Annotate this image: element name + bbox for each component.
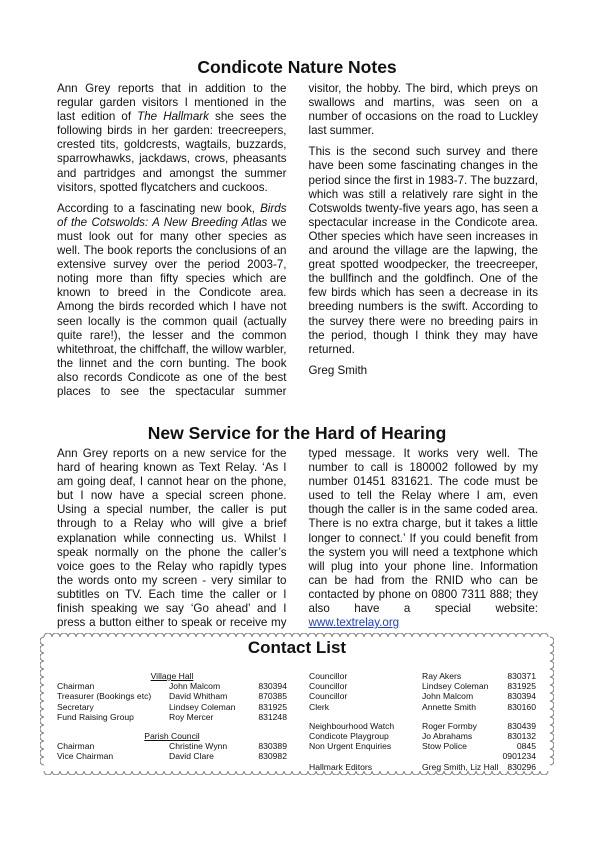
contact-name: Annette Smith	[422, 701, 476, 712]
contact-role: Clerk	[309, 701, 330, 712]
contact-name: Ray Akers	[422, 671, 462, 681]
contact-phone: 830982	[258, 751, 287, 762]
contact-right-column	[309, 671, 536, 772]
contact-name: Jo Abrahams	[422, 731, 473, 742]
contact-name: Greg Smith, Liz Hall	[422, 761, 499, 772]
contact-phone: 830394	[507, 691, 536, 702]
contact-phone: 0845 0901234	[502, 741, 536, 762]
contact-role: Vice Chairman	[57, 751, 114, 762]
contact-row	[309, 681, 536, 691]
contact-phone: 870385	[258, 691, 287, 702]
contact-role: Condicote Playgroup	[309, 731, 389, 742]
contact-row	[309, 721, 536, 731]
contact-role: Secretary	[57, 701, 94, 712]
contact-row	[309, 691, 536, 701]
contact-role: Neighbourhood Watch	[309, 720, 395, 731]
contact-role: Fund Raising Group	[57, 711, 134, 722]
parish-council-heading: Parish Council	[144, 731, 200, 742]
contact-row	[309, 741, 536, 761]
contact-name: John Malcom	[422, 691, 474, 702]
contact-name: Roy Mercer	[169, 711, 214, 722]
contact-list-box	[40, 633, 554, 775]
contact-row	[309, 762, 536, 772]
contact-row	[57, 702, 287, 712]
hearing-service-body	[57, 447, 538, 633]
contact-role: Non Urgent Enquiries	[309, 741, 392, 752]
contact-name: David Whitham	[169, 691, 228, 702]
contact-role: Hallmark Editors	[309, 761, 373, 772]
hearing-service-paragraph: Ann Grey reports on a new service for the hard of hearing known as Text Relay. ‘As I am going deaf, I cannot hear on the phone, but I now have a special screen phone. Using a special number, the caller is put through to a Relay who will give a brief explanation while connecting us. Whilst I speak normally on the phone the caller’s voice goes to the Relay who rapidly types the words onto my screen - very similar to subtitles on TV. Each time the caller or I finish speaking we say ‘Go ahead’ and I press a button either to speak or receive my typed message. It works very well. The number to call is 180002 followed by my number 01451 831621. The code must be used to tell the Relay where I am, even though the caller is in the same coded area. There is no extra charge, but it takes a little longer to connect.’ If you could benefit from the system you will need a textphone which will plug into your phone line. Information can be had from the RNID who can be contacted by phone on 0800 7311 888; they also have a special website: www.textrelay.org	[57, 447, 538, 630]
contact-role: Chairman	[57, 681, 95, 692]
contact-row	[309, 731, 536, 741]
contact-name: Lindsey Coleman	[422, 681, 489, 692]
nature-notes-signature: Greg Smith	[308, 363, 368, 377]
contact-phone: 831925	[258, 701, 287, 712]
nature-notes-title: Condicote Nature Notes	[197, 57, 397, 77]
contact-role: Chairman	[57, 741, 95, 752]
nature-notes-paragraph-2: According to a fascinating new book, Birds of the Cotswolds: A New Breeding Atlas we must look out for many other species as well. The book reports the conclusions of an extensive survey over the period 2003-7, noting more than fifty species which are known to breed in the Condicote area. Among the birds recorded which I have not seen locally is the common quail (actually quite rare!), the lesser and the common whitethroat, the chiffchaff, the willow warbler, the linnet and the corn bunting. The book also records Condicote as one of the best places to see the spectacular summer visitor, the hobby. The bird, which preys on swallows and martins, was seen on a number of occasions on the road to Luckley last summer.	[57, 82, 538, 398]
contact-row	[57, 751, 287, 761]
textrelay-link[interactable]: www.textrelay.org	[308, 616, 400, 630]
contact-role: Treasurer (Bookings etc)	[57, 691, 152, 702]
contact-list-title: Contact List	[247, 638, 347, 657]
contact-phone: 831925	[507, 681, 536, 692]
contact-name: Stow Police	[422, 741, 467, 752]
contact-phone: 830389	[258, 741, 287, 752]
contact-phone: 830439	[507, 720, 536, 731]
contact-role: Councillor	[309, 681, 348, 692]
contact-role: Councillor	[309, 691, 348, 702]
contact-role: Councillor	[309, 671, 348, 681]
contact-row	[57, 691, 287, 701]
contact-phone: 831248	[258, 711, 287, 722]
contact-row	[57, 681, 287, 691]
hearing-service-title: New Service for the Hard of Hearing	[147, 423, 447, 443]
contact-name: Christine Wynn	[169, 741, 228, 752]
contact-row	[57, 741, 287, 751]
contact-left-column	[57, 671, 287, 762]
contact-phone: 830132	[507, 731, 536, 742]
contact-name: Roger Formby	[422, 720, 477, 731]
contact-row	[57, 712, 287, 722]
village-hall-heading: Village Hall	[150, 671, 194, 681]
contact-row	[309, 671, 536, 681]
nature-notes-body	[57, 82, 538, 412]
contact-row	[309, 702, 536, 712]
contact-phone: 830394	[258, 681, 287, 692]
contact-name: John Malcom	[169, 681, 221, 692]
contact-phone: 830160	[507, 701, 536, 712]
nature-notes-paragraph-3: This is the second such survey and there have been some fascinating changes in the period since the first in 1983-7. The buzzard, which was still a relatively rare sight in the Cotswolds twenty-five years ago, has seen a spectacular increase in the Condicote area. Other species which have seen increases in and around the village are the lapwing, the great spotted woodpecker, the treecreeper, the bullfinch and the goldfinch. One of the few birds which has seen a decrease in its breeding numbers is the swift. According to the survey there were no breeding pairs in the period, though I think they may have returned.	[308, 145, 538, 356]
contact-phone: 830371	[507, 671, 536, 681]
contact-name: Lindsey Coleman	[169, 701, 236, 712]
contact-name: David Clare	[169, 751, 214, 762]
contact-phone: 830296	[507, 761, 536, 772]
nature-notes-paragraph-1: Ann Grey reports that in addition to the regular garden visitors I mentioned in the last edition of The Hallmark she sees the following birds in her garden: treecreepers, crested tits, goldcrests, wagtails, buzzards, sparrowhawks, jackdaws, crows, pheasants and partridges and amongst the summer visitors, spotted flycatchers and cuckoos.	[57, 82, 287, 194]
